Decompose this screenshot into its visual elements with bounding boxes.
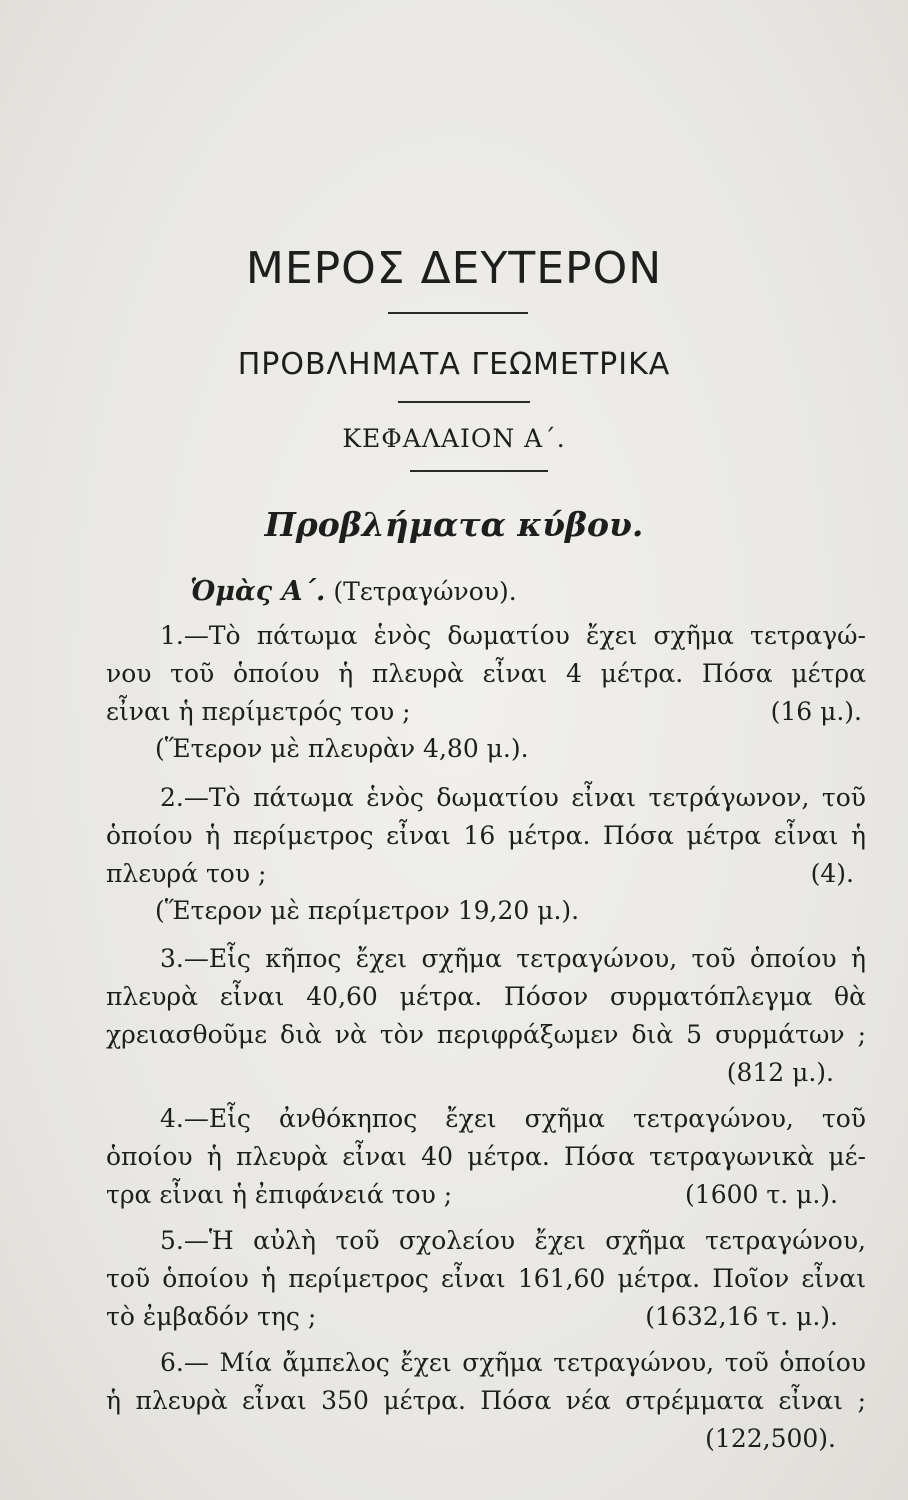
problem-2-line-3	[106, 855, 854, 893]
problem-6-line-2: ἡ πλευρὰ εἶναι 350 μέτρα. Πόσα νέα στρέμματα εἶναι ;	[106, 1386, 866, 1415]
problem-4-answer: (1600 τ. μ.).	[685, 1180, 838, 1209]
problem-1-variant: (Ἕτερον μὲ πλευρὰν 4,80 μ.).	[155, 734, 529, 763]
problem-2-question-end: πλευρά του ;	[106, 859, 267, 888]
problem-2-line-1: 2.—Τὸ πάτωμα ἑνὸς δωματίου εἶναι τετράγωνον, τοῦ	[160, 783, 866, 812]
group-subtitle: (Τετραγώνου).	[333, 577, 517, 606]
problem-2-variant: (Ἕτερον μὲ περίμετρον 19,20 μ.).	[155, 896, 580, 925]
problem-6-line-1: 6.— Μία ἄμπελος ἔχει σχῆμα τετραγώνου, τοῦ ὁποίου	[160, 1348, 866, 1377]
problem-3-line-2: πλευρὰ εἶναι 40,60 μέτρα. Πόσον συρματόπλεγμα θὰ	[106, 982, 866, 1011]
problem-3-line-1: 3.—Εἷς κῆπος ἔχει σχῆμα τετραγώνου, τοῦ ὁποίου ἡ	[160, 944, 866, 973]
problem-3-line-3: χρειασθοῦμε διὰ νὰ τὸν περιφράξωμεν διὰ 5 συρμάτων ;	[106, 1020, 866, 1049]
group-heading	[190, 573, 908, 611]
title-divider	[388, 312, 528, 314]
chapter-divider	[410, 470, 548, 472]
problem-5-line-2: τοῦ ὁποίου ἡ περίμετρος εἶναι 161,60 μέτρα. Ποῖον εἶναι	[106, 1264, 866, 1293]
problem-4-line-2: ὁποίου ἡ πλευρὰ εἶναι 40 μέτρα. Πόσα τετραγωνικὰ μέ-	[106, 1142, 866, 1171]
part-title: ΜΕΡΟΣ ΔΕΥΤΕΡΟΝ	[245, 243, 663, 294]
problem-4-question-end: τρα εἶναι ἡ ἐπιφάνειά του ;	[106, 1180, 453, 1209]
problem-1-line-3	[106, 693, 862, 731]
problem-4-line-3	[106, 1176, 838, 1214]
problem-5-line-3	[106, 1298, 838, 1336]
group-name: Ὁμὰς Α΄.	[190, 576, 326, 607]
problem-2-line-2: ὁποίου ἡ περίμετρος εἶναι 16 μέτρα. Πόσα μέτρα εἶναι ἡ	[106, 821, 866, 850]
problem-2-answer: (4).	[810, 859, 854, 888]
problem-1-line-2: νου τοῦ ὁποίου ἡ πλευρὰ εἶναι 4 μέτρα. Πόσα μέτρα	[106, 659, 866, 688]
problem-5-answer: (1632,16 τ. μ.).	[645, 1302, 838, 1331]
section-title: ΠΡΟΒΛΗΜΑΤΑ ΓΕΩΜΕΤΡΙΚΑ	[237, 347, 671, 382]
problem-1-answer: (16 μ.).	[770, 697, 862, 726]
chapter-title: ΚΕΦΑΛΑΙΟΝ Α΄.	[342, 424, 566, 453]
problem-3-answer: (812 μ.).	[726, 1058, 834, 1087]
problem-1-line-1: 1.—Τὸ πάτωμα ἑνὸς δωματίου ἔχει σχῆμα τετραγώ-	[160, 621, 866, 650]
topic-title: Προβλήματα κύβου.	[264, 505, 644, 544]
problem-1-question-end: εἶναι ἡ περίμετρός του ;	[106, 697, 411, 726]
problem-5-line-1: 5.—Ἡ αὐλὴ τοῦ σχολείου ἔχει σχῆμα τετραγώνου,	[160, 1226, 866, 1255]
section-divider	[398, 401, 530, 403]
problem-4-line-1: 4.—Εἷς ἀνθόκηπος ἔχει σχῆμα τετραγώνου, τοῦ	[160, 1104, 866, 1133]
problem-6-answer: (122,500).	[705, 1424, 836, 1453]
problem-5-question-end: τὸ ἐμβαδόν της ;	[106, 1302, 317, 1331]
